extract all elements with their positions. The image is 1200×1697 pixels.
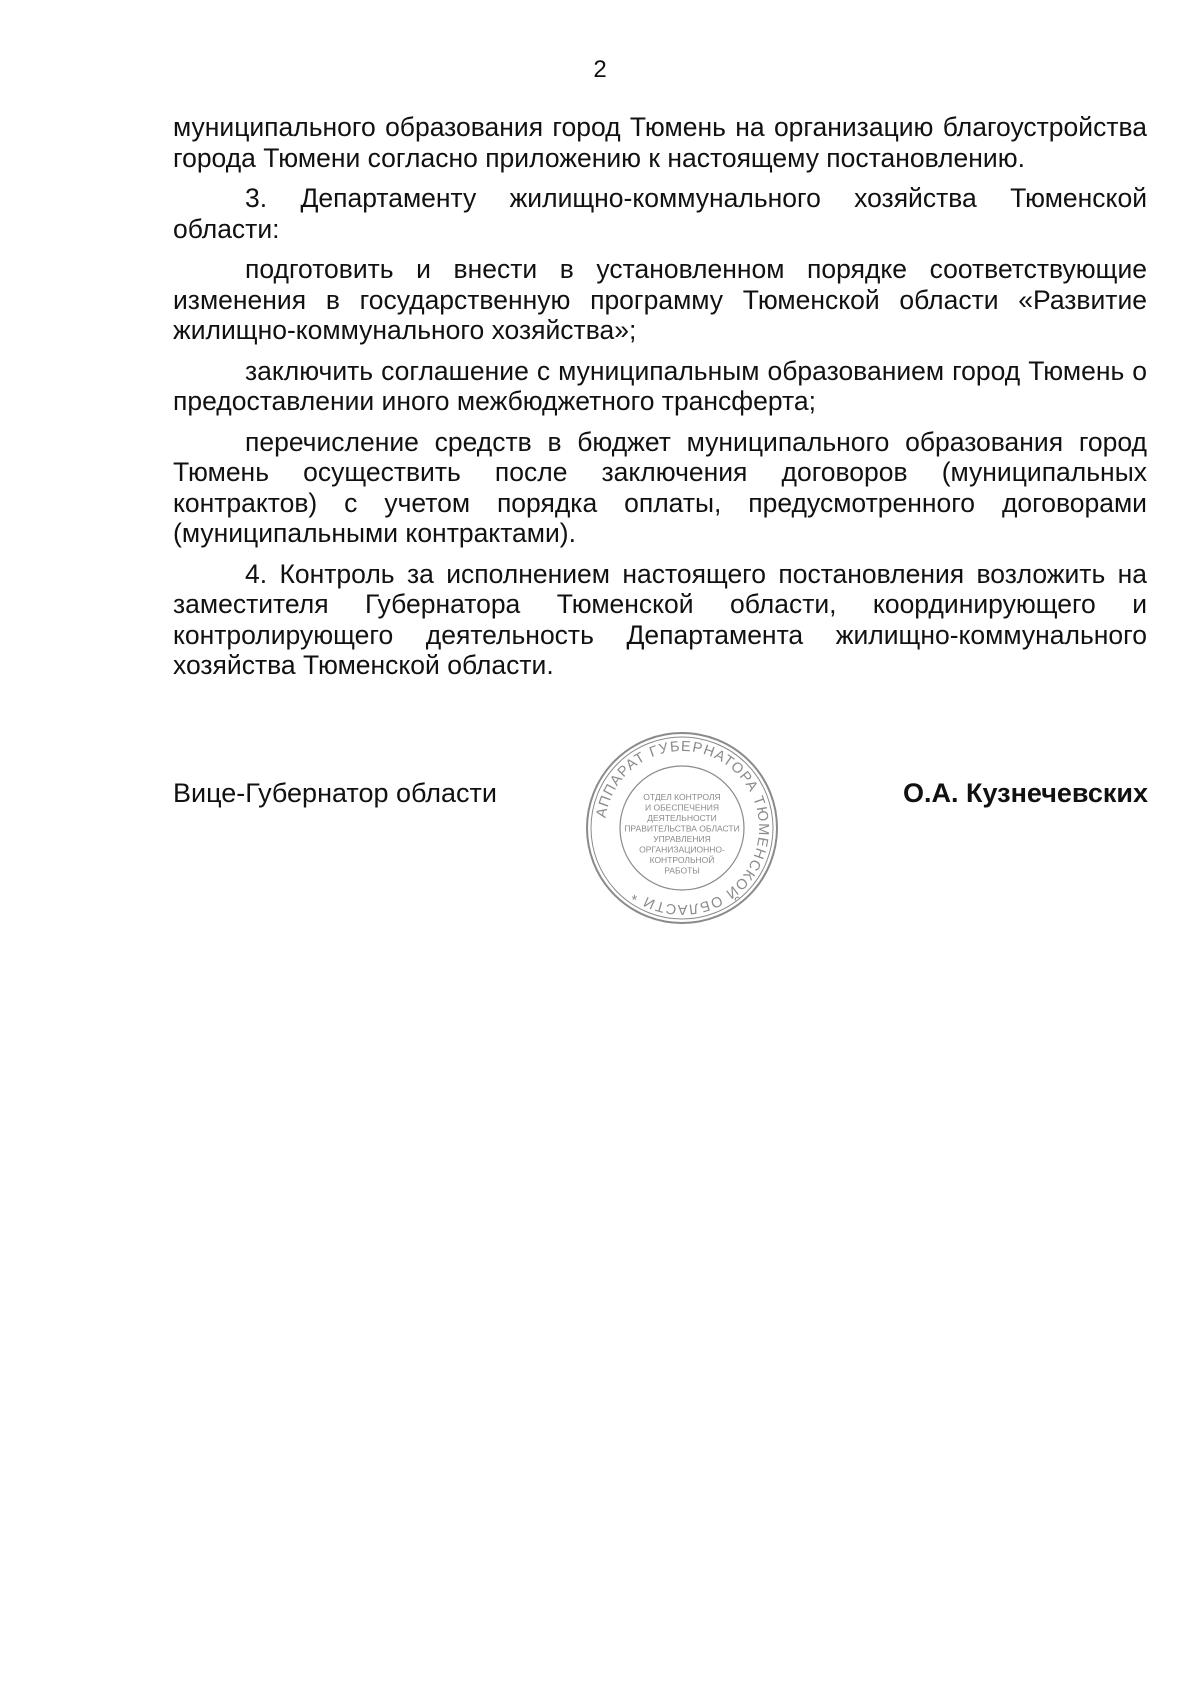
paragraph-subitem-transfer: перечисление средств в бюджет муниципального образования город Тюмень осуществить после заключения договоров (муниципальных контрактов) с учетом порядка оплаты, предусмотренного договорами (муниципальными контрактами).	[173, 426, 1147, 548]
page-number: 2	[593, 56, 607, 83]
official-stamp	[582, 728, 782, 928]
paragraph-subitem-agreement: заключить соглашение с муниципальным образованием город Тюмень о предоставлении иного межбюджетного трансферта;	[173, 355, 1147, 416]
signature-position: Вице-Губернатор области	[173, 778, 497, 808]
stamp-inner-line: И ОБЕСПЕЧЕНИЯ	[645, 802, 719, 813]
stamp-inner-text	[624, 792, 739, 876]
stamp-inner-line: ОРГАНИЗАЦИОННО-	[639, 844, 725, 855]
paragraph-item-3: 3. Департаменту жилищно-коммунального хозяйства Тюменской области:	[173, 183, 1147, 244]
stamp-inner-line: РАБОТЫ	[664, 865, 700, 876]
stamp-seal-icon	[582, 728, 782, 928]
stamp-inner-line: ОТДЕЛ КОНТРОЛЯ	[643, 792, 721, 802]
stamp-inner-line: УПРАВЛЕНИЯ	[653, 834, 711, 844]
stamp-inner-line: КОНТРОЛЬНОЙ	[649, 855, 715, 865]
stamp-inner-line: ДЕЯТЕЛЬНОСТИ	[647, 813, 717, 823]
paragraph-subitem-prepare: подготовить и внести в установленном порядке соответствующие изменения в государственную программу Тюменской области «Развитие жилищно-коммунального хозяйства»;	[173, 254, 1147, 345]
signature-name: О.А. Кузнечевских	[903, 778, 1148, 808]
stamp-outer-text: АППАРАТ ГУБЕРНАТОРА ТЮМЕНСКОЙ ОБЛАСТИ *	[593, 738, 772, 918]
document-body	[173, 112, 1147, 691]
stamp-inner-line: ПРАВИТЕЛЬСТВА ОБЛАСТИ	[624, 823, 740, 834]
paragraph-continuation: муниципального образования город Тюмень на организацию благоустройства города Тюмени согласно приложению к настоящему постановлению.	[173, 112, 1147, 173]
paragraph-item-4: 4. Контроль за исполнением настоящего постановления возложить на заместителя Губернатора Тюменской области, координирующего и контролирующего деятельность Департамента жилищно-коммунального хозяйства Тюменской области.	[173, 558, 1147, 680]
